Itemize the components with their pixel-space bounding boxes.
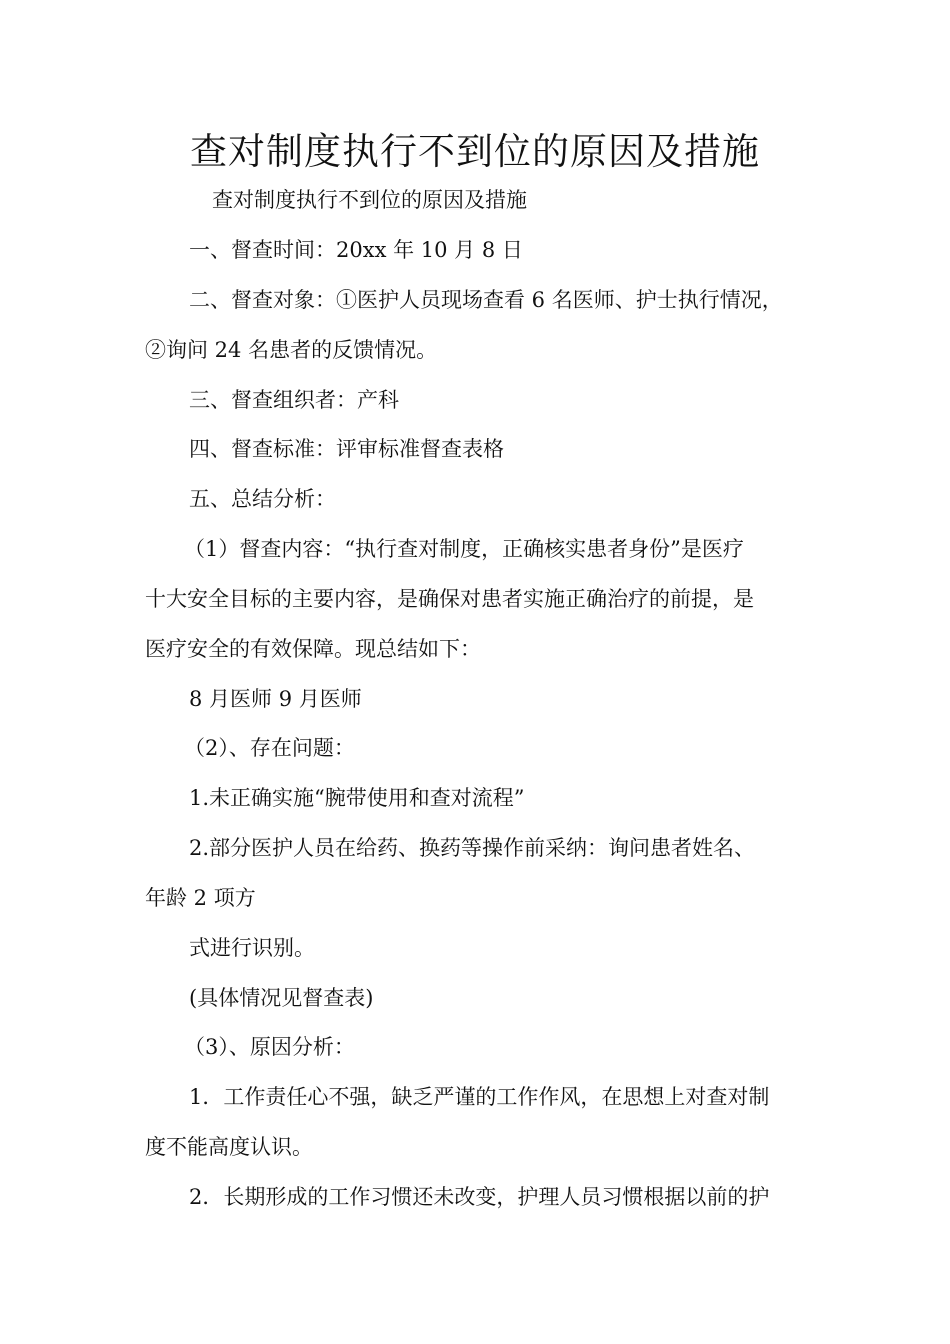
paragraph-line: 医疗安全的有效保障。现总结如下： (145, 637, 481, 661)
paragraph-line: （1）督查内容：“执行查对制度，正确核实患者身份”是医疗 (184, 537, 744, 561)
paragraph-line: 2.部分医护人员在给药、换药等操作前采纳：询问患者姓名、 (189, 836, 756, 860)
paragraph-line: 四、督查标准：评审标准督查表格 (189, 437, 504, 461)
document-title: 查对制度执行不到位的原因及措施 (190, 130, 760, 173)
paragraph-line: 二、督查对象：①医护人员现场查看 6 名医师、护士执行情况， (189, 288, 783, 312)
paragraph-line: (具体情况见督查表) (189, 986, 374, 1010)
paragraph-line: （2）、存在问题： (184, 736, 355, 760)
paragraph-line: 度不能高度认识。 (145, 1135, 313, 1159)
paragraph-line: （3）、原因分析： (184, 1035, 355, 1059)
paragraph-line: ②询问 24 名患者的反馈情况。 (145, 338, 438, 362)
paragraph-line: 1．工作责任心不强，缺乏严谨的工作作风，在思想上对查对制 (189, 1085, 770, 1109)
paragraph-line: 三、督查组织者：产科 (189, 388, 399, 412)
paragraph-line: 十大安全目标的主要内容，是确保对患者实施正确治疗的前提，是 (145, 587, 754, 611)
paragraph-line: 8 月医师 9 月医师 (189, 687, 362, 711)
paragraph-line: 年龄 2 项方 (145, 886, 256, 910)
paragraph-line: 1.未正确实施“腕带使用和查对流程” (189, 786, 525, 810)
paragraph-line: 一、督查时间：20xx 年 10 月 8 日 (189, 238, 523, 262)
subtitle-line: 查对制度执行不到位的原因及措施 (212, 188, 527, 212)
paragraph-line: 式进行识别。 (189, 936, 315, 960)
paragraph-line: 五、总结分析： (189, 487, 336, 511)
paragraph-line: 2．长期形成的工作习惯还未改变，护理人员习惯根据以前的护 (189, 1185, 770, 1209)
